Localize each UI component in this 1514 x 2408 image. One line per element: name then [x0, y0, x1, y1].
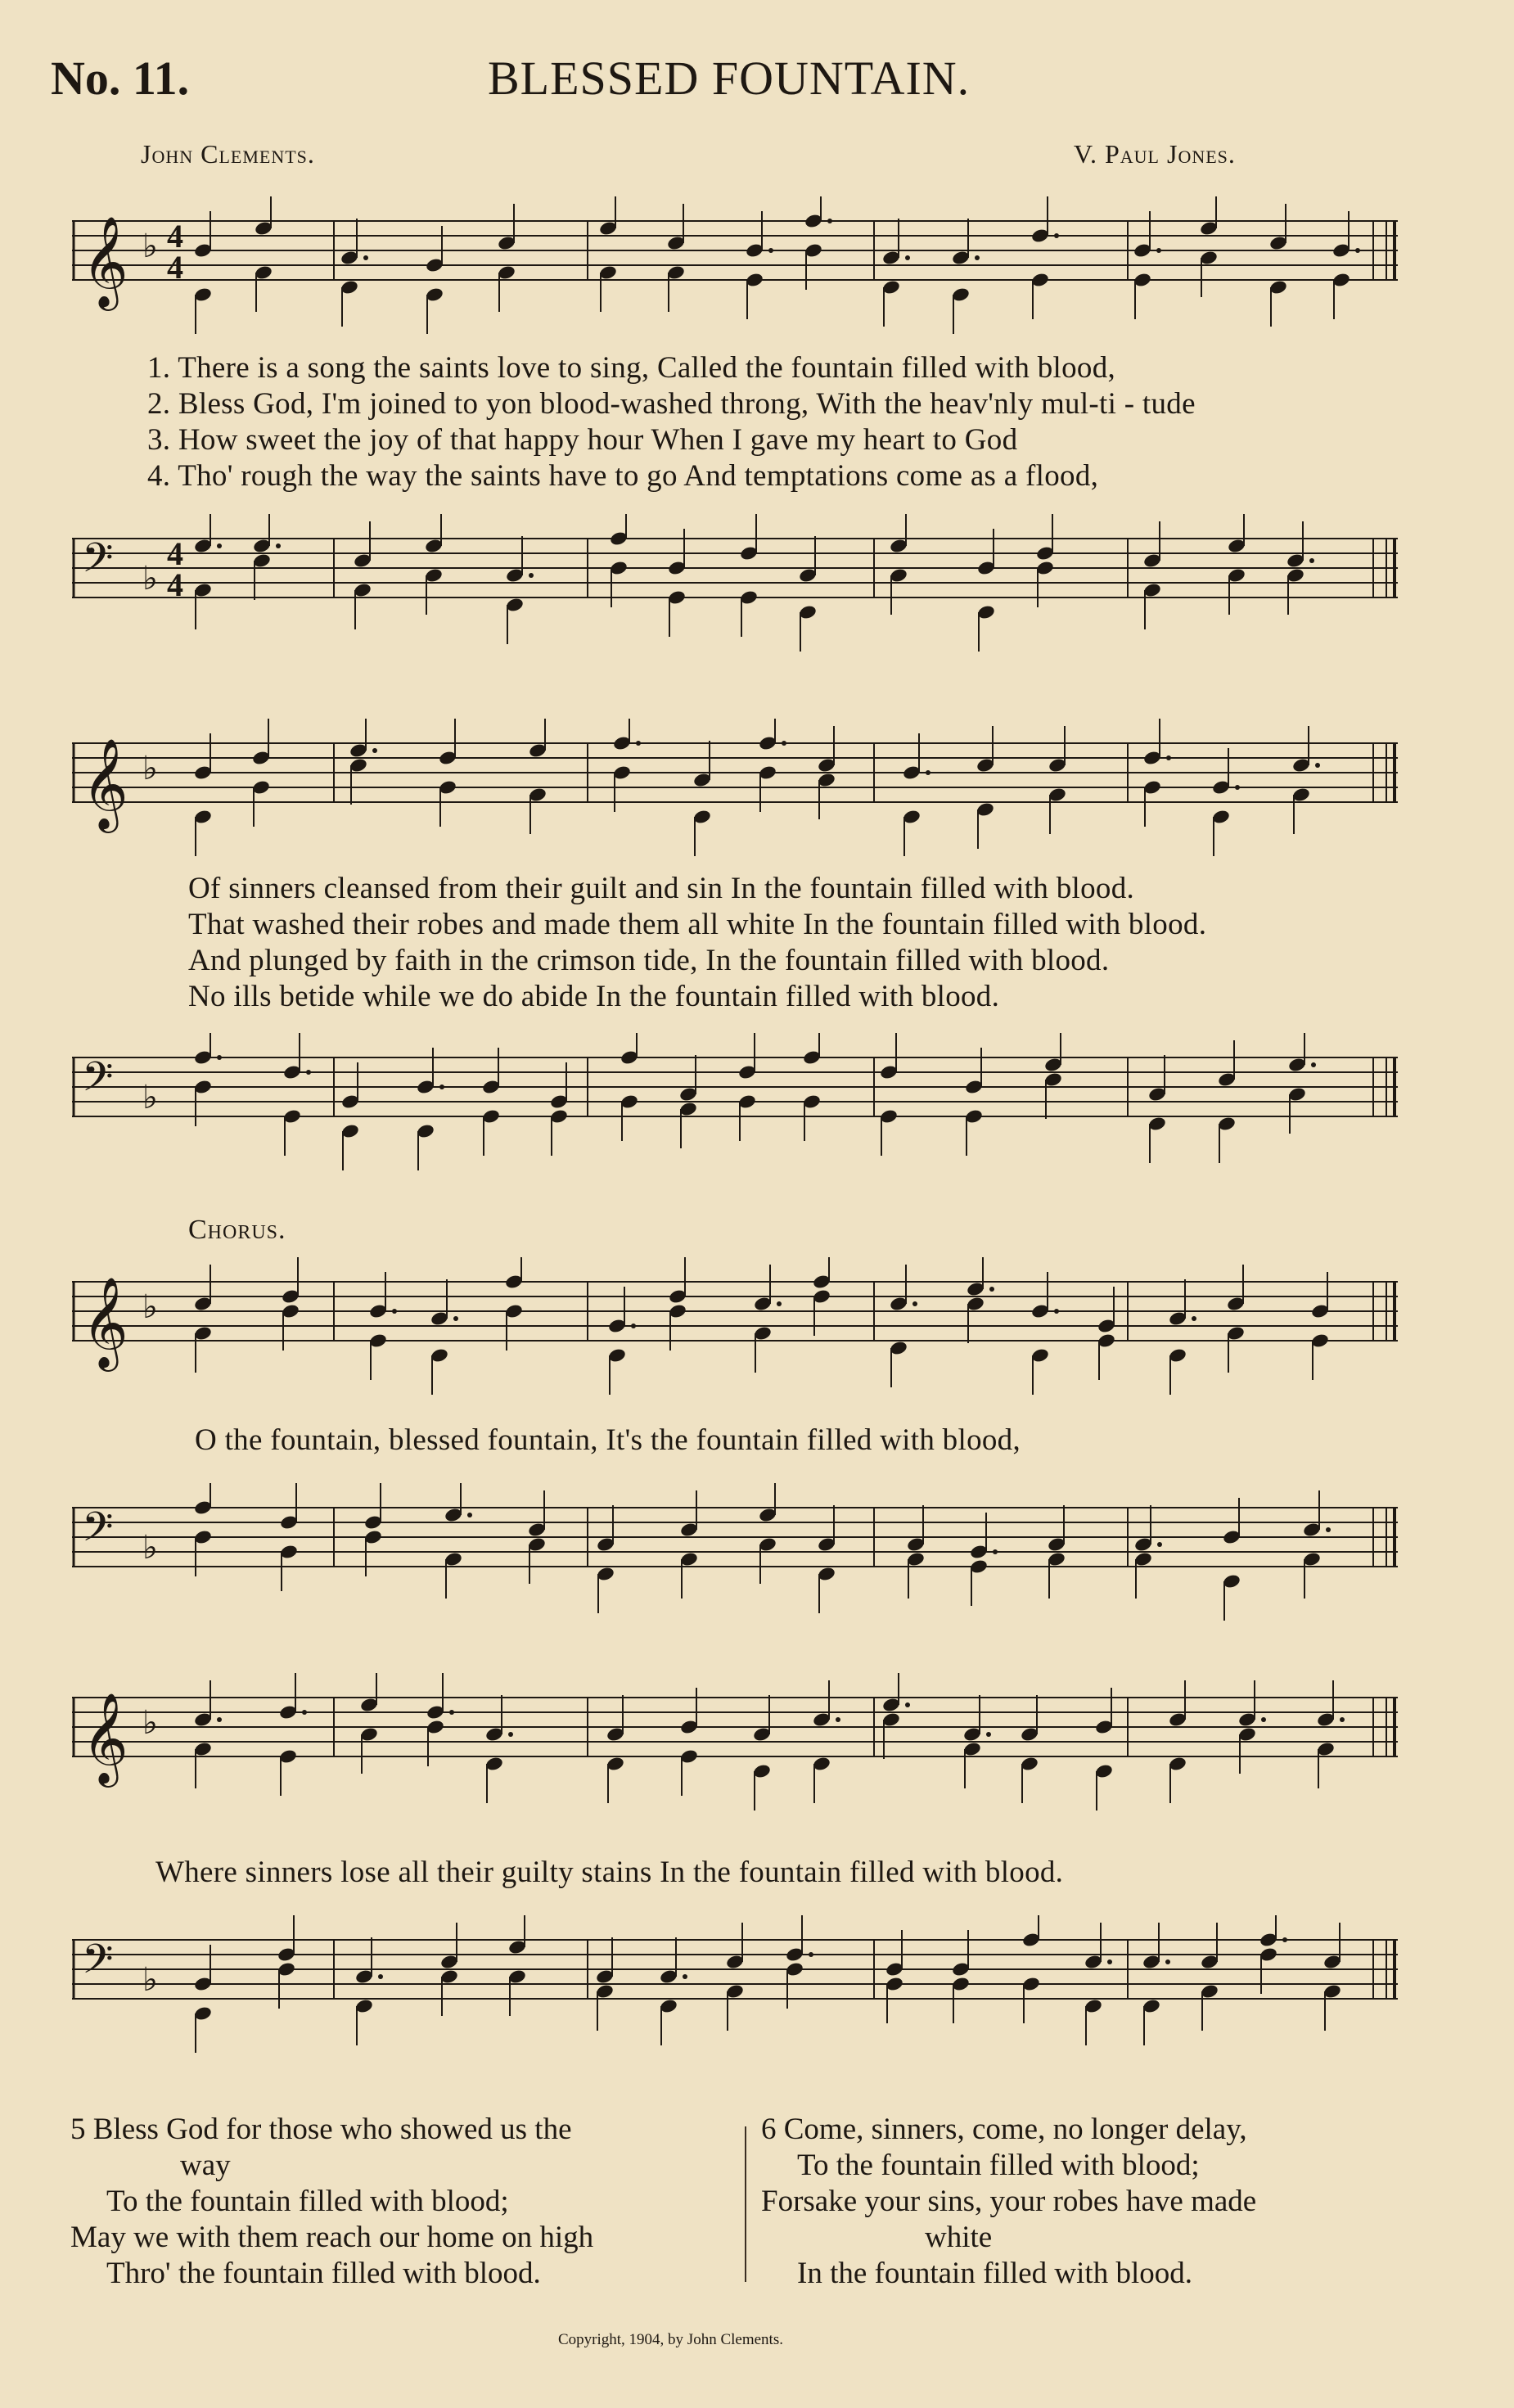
- svg-text:4: 4: [167, 535, 183, 572]
- staff-system-1-bass: [64, 514, 1406, 661]
- verse-5-line-2: To the fountain filled with blood;: [106, 2185, 509, 2218]
- svg-text:𝄞: 𝄞: [82, 737, 128, 829]
- copyright-notice: Copyright, 1904, by John Clements.: [558, 2331, 783, 2348]
- composer-credit: V. Paul Jones.: [1074, 139, 1236, 169]
- hymn-number: No. 11.: [51, 52, 190, 105]
- svg-text:4: 4: [167, 249, 183, 286]
- treble-staff-drawing: [64, 1257, 1406, 1405]
- staff-system-4-bass: [64, 1915, 1406, 2063]
- verse-6-line-3-wrap: white: [925, 2221, 993, 2254]
- verse-2-line-2: That washed their robes and made them all white In the fountain filled with blood.: [188, 908, 1207, 941]
- lyricist-credit: John Clements.: [141, 139, 315, 169]
- verse-5-line-1: 5 Bless God for those who showed us the: [70, 2113, 572, 2146]
- chorus-label: Chorus.: [188, 1215, 286, 1245]
- bass-staff-drawing: [64, 1915, 1406, 2063]
- svg-text:♭: ♭: [142, 750, 158, 787]
- hymn-title: BLESSED FOUNTAIN.: [488, 52, 971, 105]
- treble-staff-drawing: [64, 719, 1406, 866]
- chorus-line-2: Where sinners lose all their guilty stains In the fountain filled with blood.: [155, 1856, 1064, 1889]
- svg-text:𝄢: 𝄢: [82, 534, 114, 592]
- verse-3-line-2: And plunged by faith in the crimson tide, In the fountain filled with blood.: [188, 944, 1110, 977]
- svg-text:𝄞: 𝄞: [82, 215, 128, 307]
- verse-divider: [745, 2126, 746, 2282]
- verse-1-line-1: 1. There is a song the saints love to sing, Called the fountain filled with blood,: [147, 351, 1116, 385]
- svg-text:𝄞: 𝄞: [82, 1692, 128, 1783]
- verse-2-line-1: 2. Bless God, I'm joined to yon blood-washed throng, With the heav'nly mul-ti - tude: [147, 387, 1196, 421]
- treble-staff-drawing: [64, 1673, 1406, 1820]
- svg-text:♭: ♭: [142, 1079, 158, 1116]
- staff-system-3-bass: [64, 1483, 1406, 1630]
- svg-text:𝄢: 𝄢: [82, 1053, 114, 1111]
- verse-5: [70, 2112, 741, 2292]
- verse-3-line-1: 3. How sweet the joy of that happy hour When I gave my heart to God: [147, 423, 1018, 457]
- svg-text:𝄢: 𝄢: [82, 1504, 114, 1561]
- staff-system-1-treble: [64, 196, 1406, 344]
- svg-text:♭: ♭: [142, 560, 158, 597]
- svg-text:𝄢: 𝄢: [82, 1936, 114, 1993]
- svg-text:♭: ♭: [142, 1961, 158, 1999]
- staff-system-2-bass: [64, 1033, 1406, 1180]
- svg-text:♭: ♭: [142, 1704, 158, 1742]
- bass-staff-drawing: [64, 514, 1406, 661]
- treble-staff-drawing: [64, 196, 1406, 344]
- svg-text:♭: ♭: [142, 1288, 158, 1326]
- svg-text:♭: ♭: [142, 228, 158, 265]
- svg-text:♭: ♭: [142, 1529, 158, 1567]
- staff-system-4-treble: [64, 1673, 1406, 1820]
- verse-4-line-1: 4. Tho' rough the way the saints have to go And temptations come as a flood,: [147, 459, 1099, 493]
- svg-text:4: 4: [167, 566, 183, 603]
- bass-staff-drawing: [64, 1033, 1406, 1180]
- verse-6-line-2: To the fountain filled with blood;: [797, 2149, 1200, 2182]
- staff-system-3-treble: [64, 1257, 1406, 1405]
- verse-6-line-4: In the fountain filled with blood.: [797, 2257, 1192, 2290]
- verse-5-line-1-wrap: way: [180, 2149, 231, 2182]
- verse-6-line-1: 6 Come, sinners, come, no longer delay,: [761, 2113, 1247, 2146]
- verse-6: [761, 2112, 1416, 2292]
- verse-5-line-3: May we with them reach our home on high: [70, 2221, 594, 2254]
- chorus-line-1: O the fountain, blessed fountain, It's the fountain filled with blood,: [195, 1423, 1021, 1457]
- verse-1-line-2: Of sinners cleansed from their guilt and sin In the fountain filled with blood.: [188, 872, 1135, 905]
- svg-text:𝄞: 𝄞: [82, 1276, 128, 1368]
- verse-4-line-2: No ills betide while we do abide In the fountain filled with blood.: [188, 980, 1000, 1013]
- bass-staff-drawing: [64, 1483, 1406, 1630]
- svg-text:4: 4: [167, 218, 183, 255]
- verse-6-line-3: Forsake your sins, your robes have made: [761, 2185, 1257, 2218]
- verse-5-line-4: Thro' the fountain filled with blood.: [106, 2257, 541, 2290]
- staff-system-2-treble: [64, 719, 1406, 866]
